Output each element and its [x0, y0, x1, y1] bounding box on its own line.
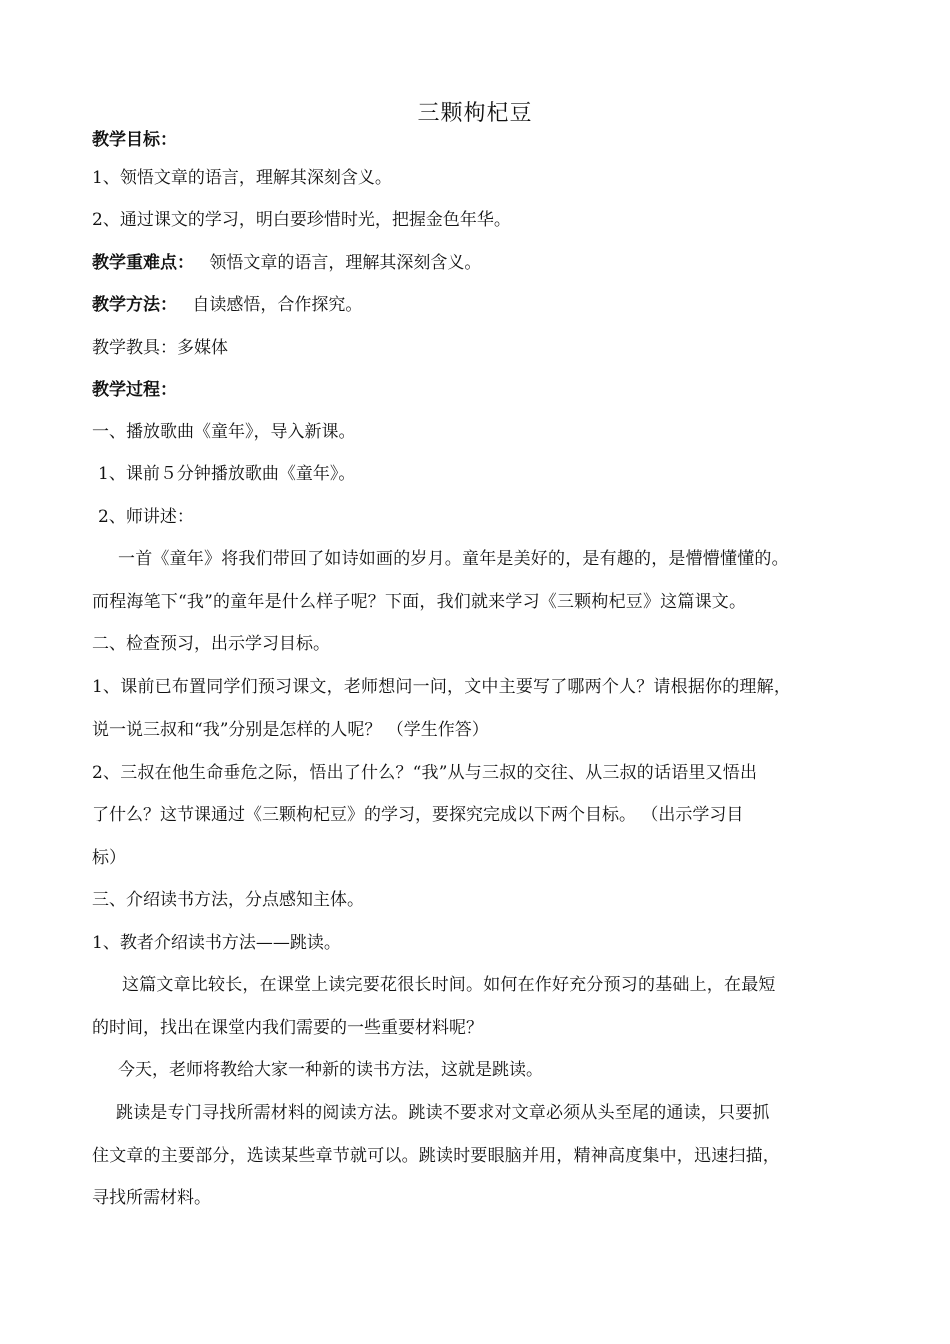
- method-text: 自读感悟，合作探究。: [192, 295, 363, 315]
- question-2-line-2: 了什么？这节课通过《三颗枸杞豆》的学习，要探究完成以下两个目标。 （出示学习目: [92, 805, 744, 825]
- goal-item-2: 2、通过课文的学习，明白要珍惜时光，把握金色年华。: [92, 210, 511, 230]
- tools-line: 教学教具：多媒体: [92, 338, 228, 358]
- goals-heading: 教学目标：: [92, 130, 177, 150]
- paragraph-1-line-2: 而程海笔下“我”的童年是什么样子呢？下面，我们就来学习《三颗枸杞豆》这篇课文。: [92, 592, 747, 612]
- document-title: 三颗枸杞豆: [417, 101, 533, 126]
- paragraph-3: 今天，老师将教给大家一种新的读书方法，这就是跳读。: [118, 1060, 543, 1080]
- difficulty-label: 教学重难点：: [92, 253, 194, 273]
- difficulty-text: 领悟文章的语言，理解其深刻含义。: [209, 253, 482, 273]
- paragraph-4-line-1: 跳读是专门寻找所需材料的阅读方法。跳读不要求对文章必须从头至尾的通读，只要抓: [116, 1103, 770, 1123]
- process-heading: 教学过程：: [92, 380, 177, 400]
- question-2-line-1: 2、三叔在他生命垂危之际，悟出了什么？“我”从与三叔的交往、从三叔的话语里又悟出: [92, 763, 758, 783]
- difficulty-row: [92, 251, 481, 275]
- question-1-line-1: 1、课前已布置同学们预习课文，老师想问一问，文中主要写了哪两个人？请根据你的理解，: [92, 677, 792, 697]
- method-label: 教学方法：: [92, 295, 177, 315]
- paragraph-4-line-3: 寻找所需材料。: [92, 1188, 211, 1208]
- paragraph-2-line-2: 的时间，找出在课堂内我们需要的一些重要材料呢？: [92, 1018, 483, 1038]
- paragraph-4-line-2: 住文章的主要部分，选读某些章节就可以。跳读时要眼脑并用，精神高度集中，迅速扫描，: [92, 1146, 780, 1166]
- paragraph-2-line-1: 这篇文章比较长，在课堂上读完要花很长时间。如何在作好充分预习的基础上，在最短: [122, 975, 776, 995]
- step-1-item-2: 2、师讲述：: [98, 507, 194, 527]
- method-row: [92, 293, 362, 317]
- step-3-item-1: 1、教者介绍读书方法——跳读。: [92, 933, 341, 953]
- question-1-line-2: 说一说三叔和“我”分别是怎样的人呢？ （学生作答）: [92, 720, 489, 740]
- goal-item-1: 1、领悟文章的语言，理解其深刻含义。: [92, 168, 392, 188]
- step-3-heading: 三、介绍读书方法，分点感知主体。: [92, 890, 364, 910]
- step-1-heading: 一、播放歌曲《童年》，导入新课。: [92, 422, 356, 442]
- step-2-heading: 二、检查预习，出示学习目标。: [92, 634, 330, 654]
- step-1-item-1: 1、课前５分钟播放歌曲《童年》。: [98, 464, 356, 484]
- question-2-line-3: 标）: [92, 848, 126, 868]
- paragraph-1-line-1: 一首《童年》将我们带回了如诗如画的岁月。童年是美好的，是有趣的，是懵懵懂懂的。: [118, 549, 789, 569]
